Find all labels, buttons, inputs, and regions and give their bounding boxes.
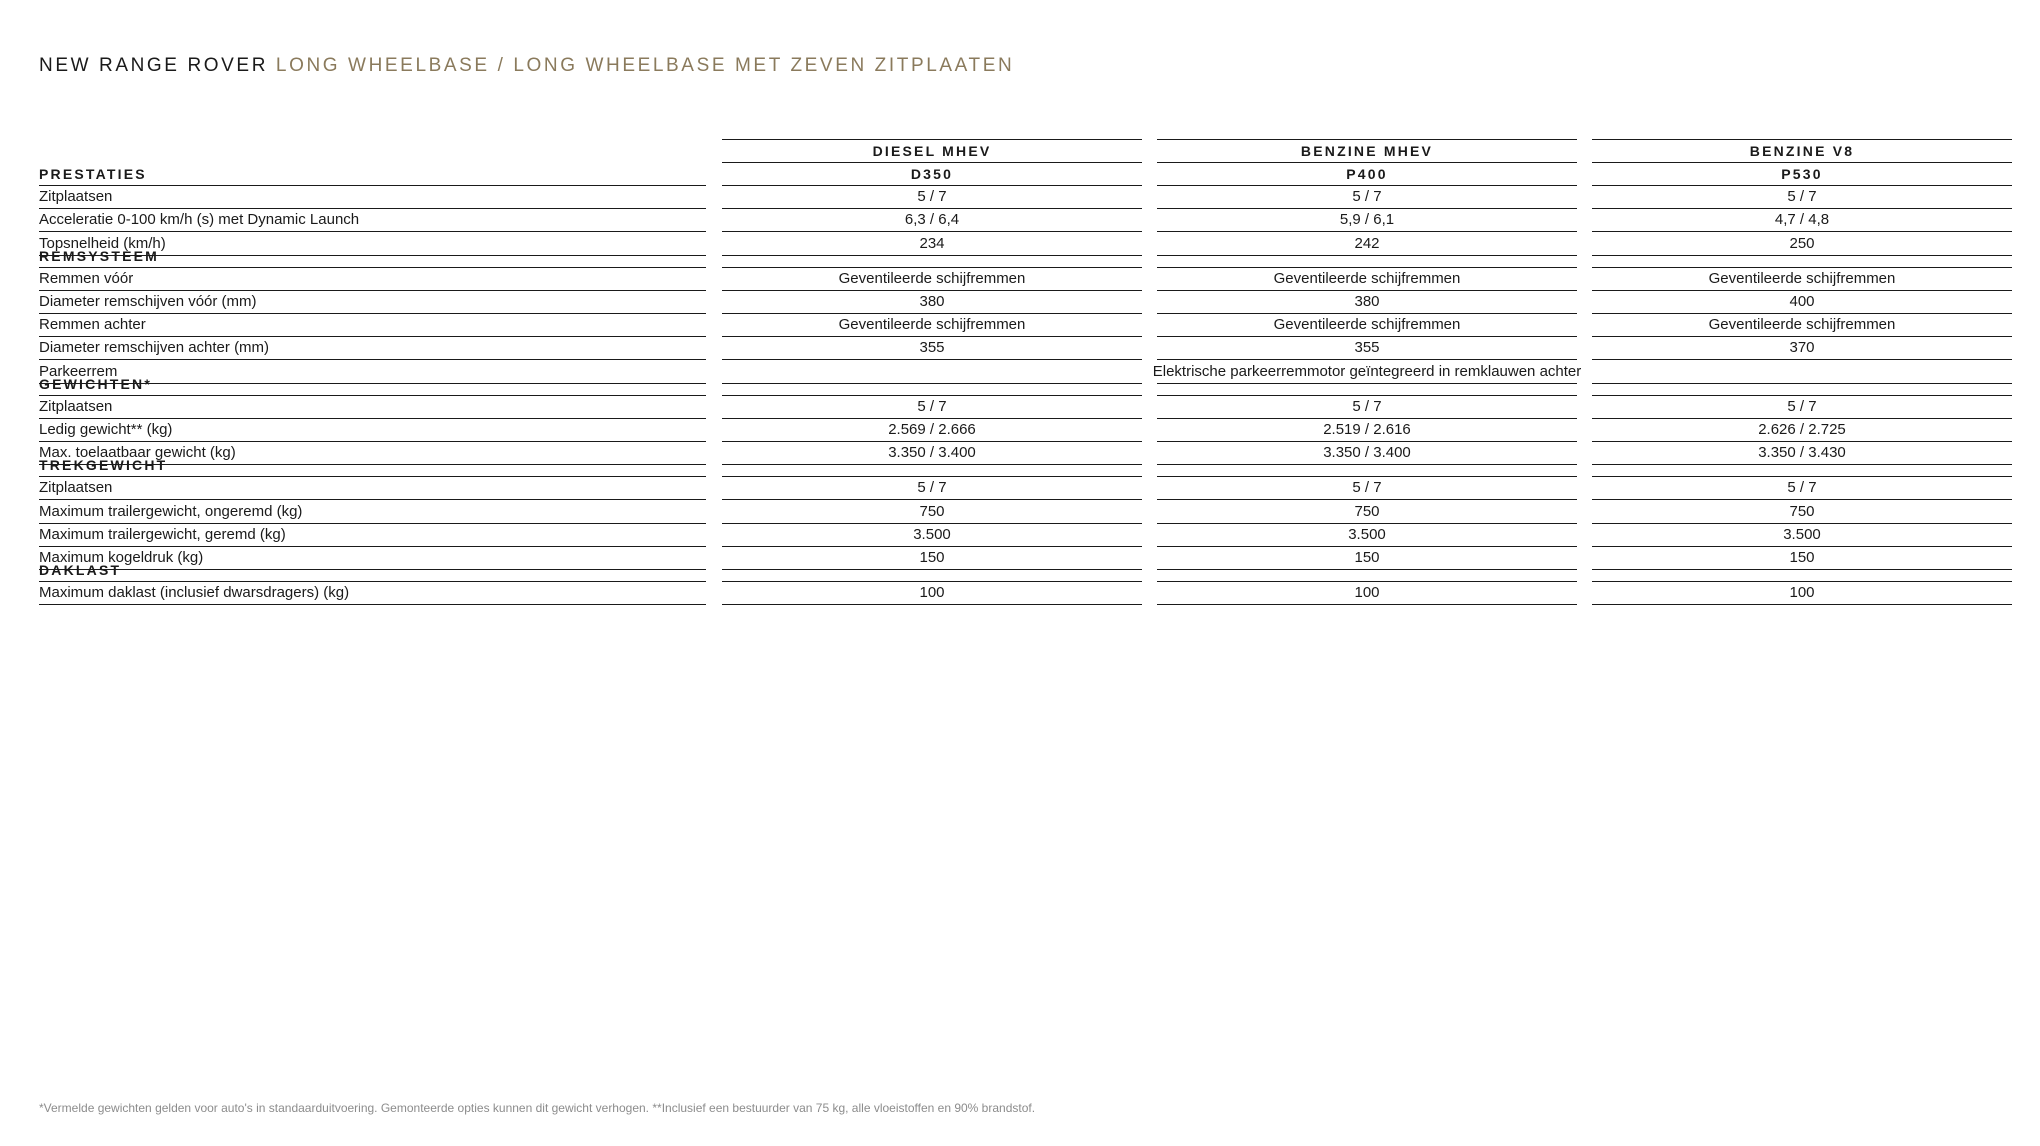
row-value: 750: [1354, 502, 1380, 520]
row-value: Geventileerde schijfremmen: [1273, 269, 1461, 287]
row-value: Geventileerde schijfremmen: [838, 316, 1026, 334]
row-value: 5 / 7: [917, 188, 947, 206]
page-title: [39, 55, 1014, 77]
row-value: 234: [919, 234, 945, 252]
row-value: 100: [1354, 584, 1380, 602]
rule-line: [722, 383, 1142, 384]
row-value: 5 / 7: [1787, 479, 1817, 497]
rule-line: [1592, 255, 2012, 256]
row-value: Geventileerde schijfremmen: [1708, 316, 1896, 334]
row-label: Maximum trailergewicht, ongeremd (kg): [39, 502, 303, 520]
row-value: Geventileerde schijfremmen: [1708, 269, 1896, 287]
column-model-header: D350: [910, 166, 954, 182]
row-value: 5 / 7: [917, 479, 947, 497]
row-value: 2.519 / 2.616: [1323, 421, 1411, 438]
rule-line: [39, 185, 706, 186]
section-title: DAKLAST: [39, 562, 122, 578]
row-value: 4,7 / 4,8: [1774, 211, 1830, 229]
row-value: 3.500: [1783, 525, 1821, 543]
row-value: Geventileerde schijfremmen: [838, 269, 1026, 287]
row-value: 3.500: [1348, 525, 1386, 543]
row-value: Geventileerde schijfremmen: [1273, 316, 1461, 334]
row-value: 5 / 7: [917, 397, 947, 415]
column-type-header: BENZINE V8: [1749, 143, 1855, 159]
rule-line: [39, 604, 706, 605]
column-type-header: DIESEL MHEV: [872, 143, 992, 159]
rule-line: [1157, 569, 1577, 570]
row-value: 400: [1789, 293, 1815, 310]
row-value: 150: [1789, 549, 1815, 566]
row-value: 750: [919, 502, 945, 520]
row-value: 5 / 7: [1352, 397, 1382, 415]
row-label: Maximum kogeldruk (kg): [39, 549, 204, 566]
rule-line: [1157, 162, 1577, 163]
page-title-main: NEW RANGE ROVER: [39, 55, 269, 76]
row-label: Ledig gewicht** (kg): [39, 421, 173, 438]
row-value: 355: [1354, 339, 1380, 357]
row-value: 5,9 / 6,1: [1339, 211, 1395, 229]
rule-line: [1592, 604, 2012, 605]
row-value: 242: [1354, 234, 1380, 252]
rule-line: [722, 464, 1142, 465]
rule-line: [39, 569, 706, 570]
rule-line: [39, 267, 706, 268]
row-label: Maximum daklast (inclusief dwarsdragers) (kg): [39, 584, 350, 602]
rule-line: [39, 395, 706, 396]
rule-line: [1592, 464, 2012, 465]
rule-line: [722, 604, 1142, 605]
row-label: Maximum trailergewicht, geremd (kg): [39, 525, 286, 543]
row-label: Zitplaatsen: [39, 479, 113, 497]
row-value: 3.350 / 3.400: [1323, 444, 1411, 462]
rule-line: [1592, 383, 2012, 384]
section-title: TREKGEWICHT: [39, 457, 168, 474]
row-label: Remmen vóór: [39, 269, 134, 287]
row-value: 2.626 / 2.725: [1758, 421, 1846, 438]
row-value: 5 / 7: [1787, 188, 1817, 206]
column-model-header: P400: [1346, 166, 1388, 182]
row-value: 2.569 / 2.666: [888, 421, 976, 438]
rule-line: [39, 476, 706, 477]
rule-line: [722, 162, 1142, 163]
row-value: 380: [1354, 293, 1380, 310]
row-label: Zitplaatsen: [39, 397, 113, 415]
row-label: Max. toelaatbaar gewicht (kg): [39, 444, 236, 462]
row-label: Acceleratie 0-100 km/h (s) met Dynamic Launch: [39, 211, 360, 229]
footnote: *Vermelde gewichten gelden voor auto's in standaarduitvoering. Gemonteerde opties kunnen dit gewicht verhogen. **Inclusief een bestuurder van 75 kg, alle vloeistoffen en 90% brandstof.: [39, 1101, 1036, 1115]
row-value: 100: [919, 584, 945, 602]
row-value: 750: [1789, 502, 1815, 520]
row-value: 250: [1789, 234, 1815, 252]
row-value: 5 / 7: [1352, 479, 1382, 497]
row-value: 100: [1789, 584, 1815, 602]
row-value: 355: [919, 339, 945, 357]
rule-line: [1157, 383, 1577, 384]
row-label: Diameter remschijven achter (mm): [39, 339, 270, 357]
row-label: Diameter remschijven vóór (mm): [39, 293, 257, 310]
rule-line: [1592, 569, 2012, 570]
row-label: Zitplaatsen: [39, 188, 113, 206]
rule-line: [1157, 255, 1577, 256]
section-title: REMSYSTEEM: [39, 247, 160, 264]
row-value: 3.350 / 3.430: [1758, 444, 1846, 462]
row-value: 150: [1354, 549, 1380, 566]
rule-line: [1157, 604, 1577, 605]
row-value: 3.500: [913, 525, 951, 543]
page-title-sub: LONG WHEELBASE / LONG WHEELBASE MET ZEVEN ZITPLAATEN: [275, 55, 1015, 76]
row-value: 5 / 7: [1787, 397, 1817, 415]
row-label: Remmen achter: [39, 316, 146, 334]
rule-line: [722, 569, 1142, 570]
row-value: 5 / 7: [1352, 188, 1382, 206]
row-value: 380: [919, 293, 945, 310]
rule-line: [1592, 162, 2012, 163]
section-title: GEWICHTEN*: [39, 375, 152, 392]
rule-line: [39, 359, 706, 360]
section-title: PRESTATIES: [39, 166, 147, 182]
row-value: 6,3 / 6,4: [904, 211, 960, 229]
row-label: Parkeerrem: [39, 362, 118, 380]
row-value: 370: [1789, 339, 1815, 357]
row-value: 3.350 / 3.400: [888, 444, 976, 462]
row-value-span: Elektrische parkeerremmotor geïntegreerd in remklauwen achter: [1152, 362, 1582, 380]
row-label: Topsnelheid (km/h): [39, 234, 166, 252]
rule-line: [1157, 464, 1577, 465]
rule-line: [722, 255, 1142, 256]
column-model-header: P530: [1781, 166, 1823, 182]
column-type-header: BENZINE MHEV: [1300, 143, 1434, 159]
row-value: 150: [919, 549, 945, 566]
